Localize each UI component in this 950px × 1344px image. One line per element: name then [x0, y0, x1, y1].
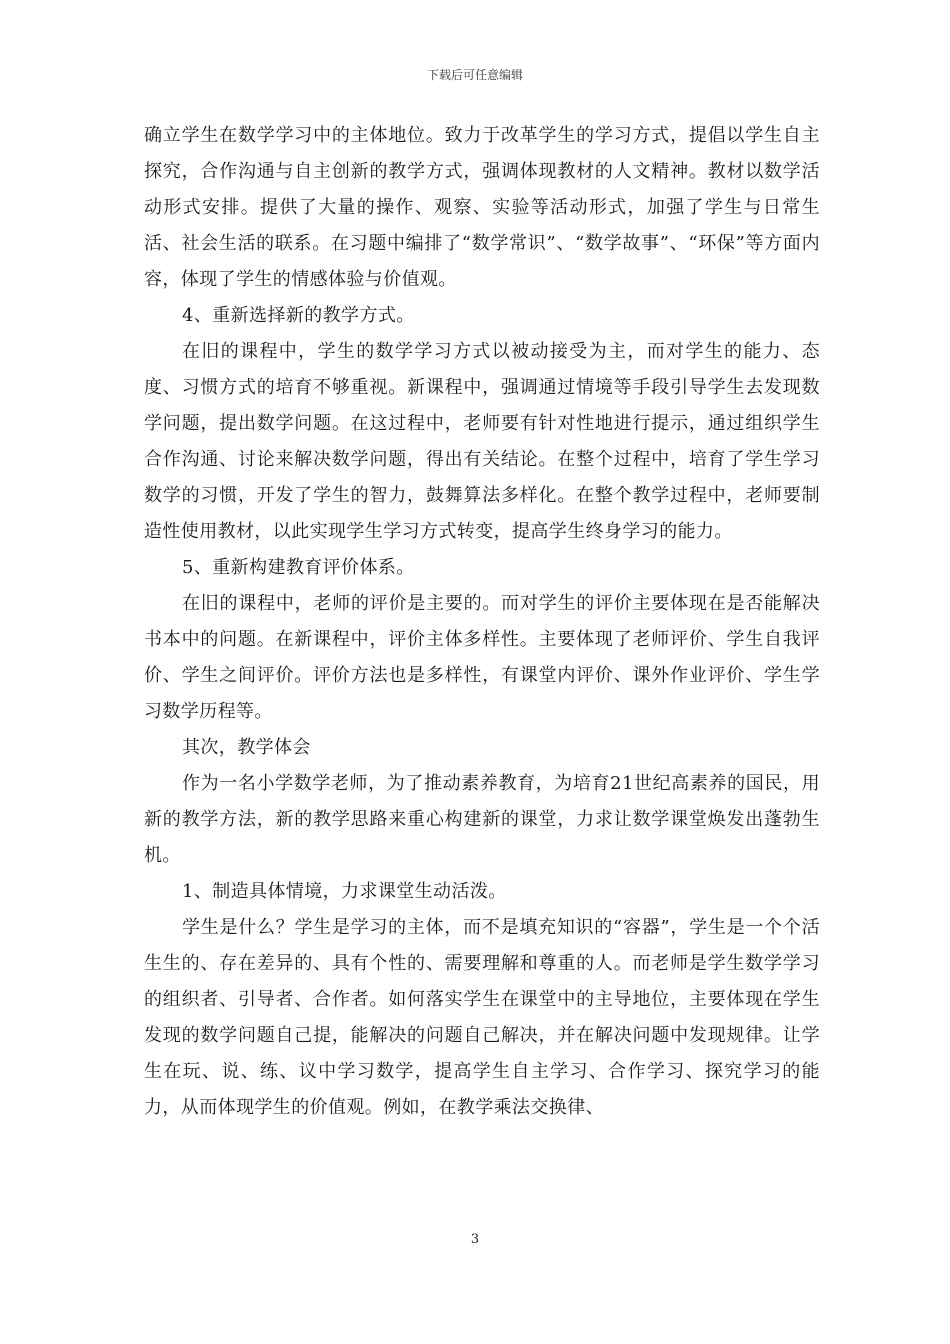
page-header: 下载后可任意编辑 [426, 68, 523, 82]
paragraph: 在旧的课程中，学生的数学学习方式以被动接受为主，而对学生的能力、态度、习惯方式的培育不够重视。新课程中，强调通过情境等手段引导学生去发现数学问题，提出数学问题。在这过程中，老师要有针对性地进行提示，通过组织学生合作沟通、讨论来解决数学问题，得出有关结论。在整个过程中，培育了学生学习数学的习惯，开发了学生的智力，鼓舞算法多样化。在整个教学过程中，老师要制造性使用教材，以此实现学生学习方式转变，提高学生终身学习的能力。 [144, 341, 820, 542]
paragraph: 在旧的课程中，老师的评价是主要的。而对学生的评价主要体现在是否能解决书本中的问题。在新课程中，评价主体多样性。主要体现了老师评价、学生自我评价、学生之间评价。评价方法也是多样性，有课堂内评价、课外作业评价、学生学习数学历程等。 [144, 593, 820, 722]
paragraph: 学生是什么？学生是学习的主体，而不是填充知识的“容器”，学生是一个个活生生的、存在差异的、具有个性的、需要理解和尊重的人。而老师是学生数学学习的组织者、引导者、合作者。如何落实学生在课堂中的主导地位，主要体现在学生发现的数学问题自己提，能解决的问题自己解决，并在解决问题中发现规律。让学生在玩、说、练、议中学习数学，提高学生自主学习、合作学习、探究学习的能力，从而体现学生的价值观。例如，在教学乘法交换律、 [144, 917, 820, 1118]
section-heading-teaching-experience: 其次，教学体会 [182, 737, 311, 758]
section-heading-4: 4、重新选择新的教学方式。 [182, 305, 415, 326]
page-number: 3 [470, 1232, 480, 1247]
paragraph: 作为一名小学数学老师，为了推动素养教育，为培育21世纪高素养的国民，用新的教学方法，新的教学思路来重心构建新的课堂，力求让数学课堂焕发出蓬勃生机。 [144, 773, 820, 866]
section-heading-1: 1、制造具体情境，力求课堂生动活泼。 [182, 881, 507, 902]
document-body [144, 118, 820, 1126]
paragraph: 确立学生在数学学习中的主体地位。致力于改革学生的学习方式，提倡以学生自主探究，合作沟通与自主创新的教学方式，强调体现教材的人文精神。教材以数学活动形式安排。提供了大量的操作、观察、实验等活动形式，加强了学生与日常生活、社会生活的联系。在习题中编排了“数学常识”、“数学故事”、“环保”等方面内容，体现了学生的情感体验与价值观。 [144, 125, 820, 290]
section-heading-5: 5、重新构建教育评价体系。 [182, 557, 415, 578]
